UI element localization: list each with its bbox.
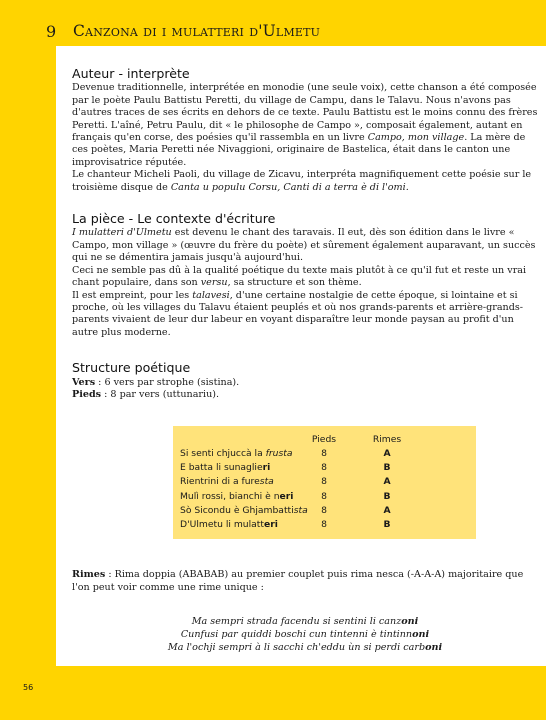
table-row (173, 505, 476, 518)
verse-text: Mulì rossi, bianchi è neri (180, 490, 294, 502)
table-row (173, 476, 476, 489)
text-run: , d'une certaine nostalgie de cette époque, si lointaine et si proche, où les villages du Talavu étaient peuplés et où nos grands-parents et arrière-grands-parents vivaient de leur dur labeur en voyant disparaître leur monde paysan au profit d'un autre plus moderne. (72, 289, 524, 338)
author-paragraph-1 (72, 82, 538, 169)
rhyme-letter: A (383, 504, 391, 516)
poem-line: Cunfusi par quiddi boschi cun tintenni è tintinnoni (180, 629, 430, 641)
pieds-label: Pieds (72, 388, 102, 400)
book-title: Campo, mon village (367, 132, 465, 144)
album-title: Canta u populu Corsu, Canti di a terra è di l'omi (170, 181, 406, 193)
table-row (173, 448, 476, 461)
verse-text: Si senti chjuccà la frusta (180, 448, 293, 459)
feet-count: 8 (321, 504, 327, 516)
verse-text: E batta li sunaglieri (180, 462, 271, 474)
verse-text: Rientrini di a furesta (180, 476, 274, 488)
feet-count: 8 (321, 476, 327, 488)
context-paragraph-2 (72, 265, 538, 290)
poem-line: Ma l'ochji sempri à li sacchi ch'eddu ùn si perdi carboni (167, 642, 443, 654)
feet-count: 8 (321, 519, 327, 530)
table-row (173, 491, 476, 504)
term-versu: versu (200, 277, 228, 289)
rhyme-letter: A (383, 476, 391, 488)
structure-pieds (72, 389, 538, 401)
rhyme-letter: B (383, 462, 391, 474)
term-talavesi: talavesi (192, 289, 230, 301)
page-number: 56 (23, 683, 34, 692)
rimes-label: Rimes (72, 569, 106, 580)
section-context (72, 213, 538, 339)
section-structure (72, 362, 538, 401)
text-body (72, 68, 538, 401)
column-header-rhyme: Rimes (372, 434, 402, 445)
author-paragraph-2 (72, 169, 538, 194)
text-run: . La mère de ces poètes, Maria Peretti née Nivaggioni, originaire de Bastelica, était dans le canton une improvisatrice réputée. (72, 132, 526, 168)
section-heading-author: Auteur - interprète (72, 66, 190, 81)
column-header-feet: Pieds (311, 434, 337, 445)
context-paragraph-3 (72, 290, 538, 340)
text-run: . (405, 181, 409, 193)
chapter-title: Canzona di i mulatteri d'Ulmetu (73, 22, 321, 40)
section-author (72, 68, 538, 194)
table-row (173, 462, 476, 475)
feet-count: 8 (321, 462, 327, 474)
text-run: Devenue traditionnelle, interprétée en monodie (une seule voix), cette chanson a été composée par le poète Paulu Battistu Peretti, du village de Campu, dans le Talavu. Nous n'avons pas d'autres traces de ses écrits en dehors de ce texte. Paulu Battistu est le moins connu des frères Peretti. L'aîné, Petru Paulu, dit « le philosophe de Campo », composait également, autant en français qu'en corse, des poésies qu'il rassembla en un livre (72, 82, 538, 144)
page-header (0, 0, 546, 40)
text-run: Le chanteur Micheli Paoli, du village de Zicavu, interpréta magnifiquement cette poésie sur le troisième disque de (72, 169, 532, 193)
feet-count: 8 (321, 448, 327, 459)
context-paragraph-1 (72, 227, 538, 264)
text-run: Ceci ne semble pas dû à la qualité poétique du texte mais plutôt à ce qu'il fut et reste un vrai chant populaire, dans son (72, 264, 527, 289)
poem-excerpt (72, 615, 538, 655)
rimes-paragraph (72, 569, 538, 594)
verse-table (173, 426, 476, 539)
poem-line: Ma sempri strada facendu si sentini li canzoni (191, 616, 419, 627)
song-title: I mulatteri d'Ulmetu (72, 227, 172, 239)
text-run: est devenu le chant des taravais. Il eut, dès son édition dans le livre « Campo, mon village » (œuvre du frère du poète) et sûrement également auparavant, un succès qui ne se démentira jamais jusqu'à aujourd'hui. (72, 227, 536, 264)
structure-vers (72, 377, 538, 389)
verse-text: Sò Sicondu è Ghjambattista (180, 504, 308, 516)
verse-text: D'Ulmetu li mulatteri (180, 519, 278, 530)
text-run: Il est empreint, pour les (72, 289, 193, 301)
text-run: , sa structure et son thème. (227, 277, 362, 289)
content-panel (56, 46, 546, 666)
table-row (173, 519, 476, 532)
rimes-text: : Rima doppia (ABABAB) au premier couplet puis rima nesca (-A-A-A) majoritaire que l'on peut voir comme une rime unique : (72, 569, 524, 593)
pieds-text: : 8 par vers (uttunariu). (101, 388, 220, 400)
vers-text: : 6 vers par strophe (sistina). (95, 376, 240, 388)
vers-label: Vers (72, 376, 96, 388)
rhyme-letter: B (383, 490, 391, 502)
chapter-number: 9 (46, 22, 57, 41)
section-heading-context: La pièce - Le contexte d'écriture (72, 211, 276, 227)
rhyme-letter: B (383, 519, 391, 530)
rhyme-letter: A (383, 448, 391, 459)
section-heading-structure: Structure poétique (72, 360, 191, 376)
feet-count: 8 (321, 490, 327, 502)
